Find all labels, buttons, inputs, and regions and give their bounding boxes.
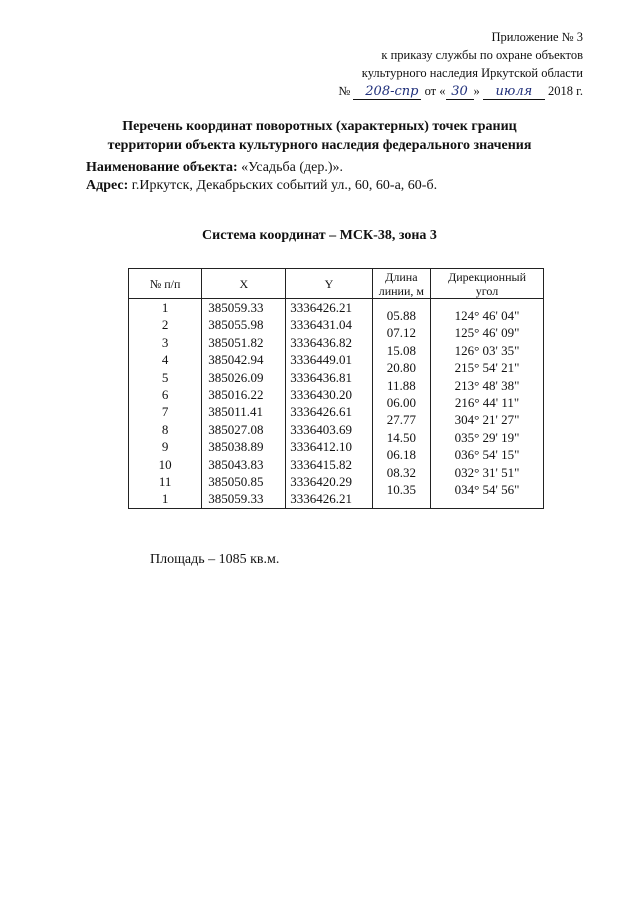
x-value: 385059.33 bbox=[208, 491, 264, 507]
x-value: 385016.22 bbox=[208, 386, 264, 402]
y-value: 3336426.61 bbox=[290, 404, 353, 420]
object-name-row bbox=[86, 159, 437, 177]
header-x: X bbox=[202, 269, 286, 299]
length-value: 07.12 bbox=[386, 325, 416, 341]
object-info bbox=[86, 159, 437, 195]
column-numbers bbox=[129, 299, 202, 509]
order-number-prefix: № bbox=[338, 84, 351, 98]
length-value: 27.77 bbox=[386, 412, 416, 428]
angle-value: 304° 21' 27" bbox=[454, 412, 520, 428]
appendix-order-line: к приказу службы по охране объектов bbox=[381, 48, 583, 62]
x-value: 385026.09 bbox=[208, 369, 264, 385]
length-value: 20.80 bbox=[386, 360, 416, 376]
header-angle-line1: Дирекционный bbox=[448, 269, 526, 284]
point-number: 6 bbox=[161, 386, 169, 402]
length-value: 14.50 bbox=[386, 429, 416, 445]
y-value: 3336449.01 bbox=[290, 352, 353, 368]
column-y bbox=[286, 299, 372, 509]
header-length-line1: Длина bbox=[385, 269, 418, 284]
y-value: 3336436.82 bbox=[290, 334, 353, 350]
y-value: 3336420.29 bbox=[290, 473, 353, 489]
object-address-value: г.Иркутск, Декабрьских событий ул., 60, 60-а, 60-б. bbox=[131, 178, 438, 193]
header-angle bbox=[431, 269, 544, 299]
x-value: 385043.83 bbox=[208, 456, 264, 472]
point-number: 1 bbox=[161, 491, 169, 507]
document-title-line2: территории объекта культурного наследия федерального значения bbox=[107, 138, 532, 153]
angle-value: 213° 48' 38" bbox=[454, 377, 520, 393]
x-value: 385055.98 bbox=[208, 317, 264, 333]
order-number-handwritten: 208-спр bbox=[353, 85, 421, 100]
area-summary: Площадь – 1085 кв.м. bbox=[150, 552, 280, 567]
point-number: 3 bbox=[161, 334, 169, 350]
document-title-line1: Перечень координат поворотных (характерных) точек границ bbox=[122, 119, 517, 134]
object-address-label: Адрес: bbox=[86, 178, 129, 193]
angle-value: 215° 54' 21" bbox=[454, 360, 520, 376]
coordinate-system-title: Система координат – МСК-38, зона 3 bbox=[202, 228, 437, 243]
angle-value: 035° 29' 19" bbox=[454, 429, 520, 445]
y-value: 3336415.82 bbox=[290, 456, 353, 472]
order-year: 2018 г. bbox=[548, 84, 583, 98]
object-name-value: «Усадьба (дер.)». bbox=[241, 160, 343, 175]
x-value: 385042.94 bbox=[208, 352, 264, 368]
length-value: 11.88 bbox=[386, 377, 416, 393]
appendix-header bbox=[338, 28, 583, 100]
x-value: 385051.82 bbox=[208, 334, 264, 350]
table-body-row bbox=[129, 299, 544, 509]
length-value: 06.00 bbox=[386, 394, 416, 410]
appendix-number-date bbox=[338, 82, 583, 100]
y-value: 3336426.21 bbox=[290, 491, 353, 507]
header-y: Y bbox=[286, 269, 372, 299]
angle-value: 124° 46' 04" bbox=[454, 308, 520, 323]
x-value: 385011.41 bbox=[208, 404, 264, 420]
angle-value: 032° 31' 51" bbox=[454, 464, 520, 480]
angle-value: 125° 46' 09" bbox=[454, 325, 520, 341]
y-value: 3336412.10 bbox=[290, 439, 353, 455]
y-value: 3336436.81 bbox=[290, 369, 353, 385]
angle-value: 034° 54' 56" bbox=[454, 481, 520, 497]
point-number: 4 bbox=[161, 352, 169, 368]
document-title bbox=[0, 117, 639, 155]
header-number: № п/п bbox=[129, 269, 202, 299]
column-angles bbox=[431, 299, 544, 509]
date-quote-close: » bbox=[473, 84, 480, 98]
order-day-handwritten: 30 bbox=[446, 85, 474, 100]
angle-value: 126° 03' 35" bbox=[454, 342, 520, 358]
length-value: 05.88 bbox=[386, 308, 416, 323]
point-number: 1 bbox=[161, 300, 169, 315]
column-x bbox=[202, 299, 286, 509]
angle-value: 216° 44' 11" bbox=[454, 394, 520, 410]
appendix-authority-line: культурного наследия Иркутской области bbox=[361, 66, 583, 80]
object-address-row bbox=[86, 177, 437, 195]
header-length-line2: линии, м bbox=[378, 283, 424, 298]
object-name-label: Наименование объекта: bbox=[86, 160, 238, 175]
appendix-title: Приложение № 3 bbox=[491, 30, 583, 44]
point-number: 7 bbox=[161, 404, 169, 420]
order-month-handwritten: июля bbox=[483, 85, 545, 100]
table-header-row bbox=[129, 269, 544, 299]
point-number: 8 bbox=[161, 421, 169, 437]
point-number: 9 bbox=[161, 439, 169, 455]
point-number: 2 bbox=[161, 317, 169, 333]
coordinates-table bbox=[128, 268, 544, 509]
length-value: 08.32 bbox=[386, 464, 416, 480]
x-value: 385059.33 bbox=[208, 300, 264, 315]
length-value: 15.08 bbox=[386, 342, 416, 358]
point-number: 11 bbox=[158, 473, 172, 489]
point-number: 10 bbox=[158, 456, 172, 472]
y-value: 3336430.20 bbox=[290, 386, 353, 402]
column-lengths bbox=[372, 299, 430, 509]
length-value: 10.35 bbox=[386, 481, 416, 497]
x-value: 385027.08 bbox=[208, 421, 264, 437]
y-value: 3336426.21 bbox=[290, 300, 353, 315]
angle-value: 036° 54' 15" bbox=[454, 447, 520, 463]
point-number: 5 bbox=[161, 369, 169, 385]
length-value: 06.18 bbox=[386, 447, 416, 463]
x-value: 385050.85 bbox=[208, 473, 264, 489]
y-value: 3336431.04 bbox=[290, 317, 353, 333]
date-from-label: от « bbox=[424, 84, 446, 98]
x-value: 385038.89 bbox=[208, 439, 264, 455]
header-angle-line2: угол bbox=[475, 283, 499, 298]
y-value: 3336403.69 bbox=[290, 421, 353, 437]
header-length bbox=[372, 269, 430, 299]
